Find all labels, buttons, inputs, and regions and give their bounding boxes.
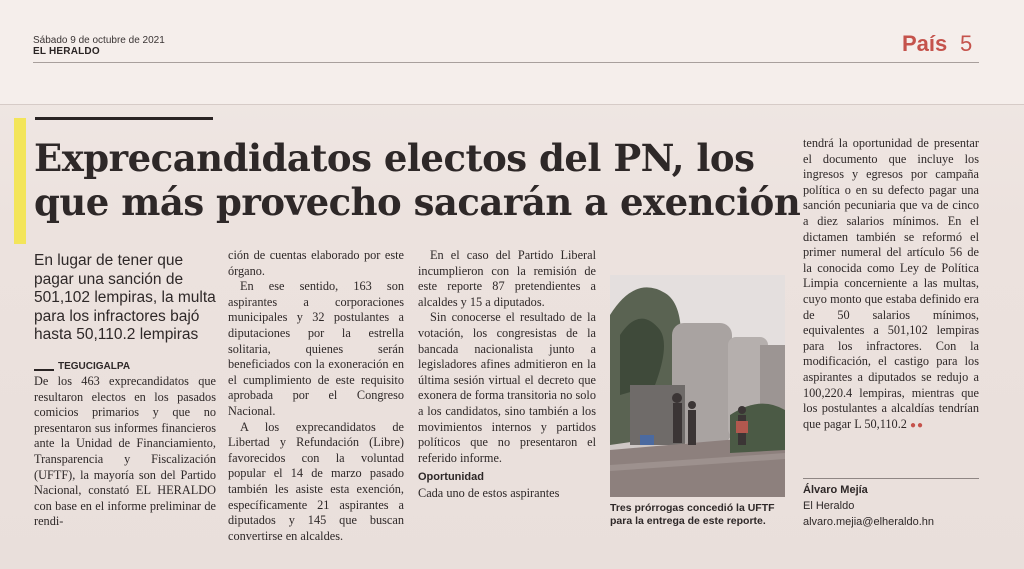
paragraph: [803, 136, 979, 433]
headline-line-1: Exprecandidatos electos del PN, los: [34, 136, 755, 180]
section-name: País: [902, 31, 948, 56]
paragraph: En el caso del Partido Liberal incumplieron con la remisión de este reporte 87 pretendientes a alcaldes y 15 a diputados.: [418, 248, 596, 309]
paragraph: Cada uno de estos aspirantes: [418, 485, 560, 500]
author-organization: El Heraldo: [803, 500, 855, 512]
author-name: Álvaro Mejía: [803, 484, 868, 496]
headline-rule: [35, 117, 213, 120]
headline-line-2: que más provecho sacarán a exención: [34, 180, 801, 224]
column-4: [803, 136, 979, 433]
page-number: 5: [960, 31, 973, 56]
author-email: alvaro.mejia@elheraldo.hn: [803, 516, 935, 528]
column-2: [228, 248, 404, 544]
paragraph: A los exprecandidatos de Libertad y Refundación (Libre) favorecidos con la voluntad popular el 14 de marzo pasado también les asiste esta exención, específicamente 21 aspirantes a diputados y 145 que buscan convertirse en alcaldes.: [228, 419, 404, 543]
marker-highlight: [14, 118, 26, 244]
paragraph: ción de cuentas elaborado por este órgano.: [228, 248, 404, 278]
photo-illustration: [610, 275, 785, 497]
dateline-rule: [34, 369, 54, 371]
photo-caption: Tres prórrogas concedió la UFTF para la entrega de este reporte.: [610, 502, 775, 527]
article-subhead: En lugar de tener que pagar una sanción de 501,102 lempiras, la multa para los infractores bajó hasta 50,110.2 lempiras: [34, 252, 216, 343]
article-headline: [34, 136, 801, 224]
column-1: [34, 374, 216, 530]
newspaper-name: EL HERALDO: [33, 46, 100, 57]
closing-paragraph-text: tendrá la oportunidad de presentar el documento que incluye los ingresos y egresos por campaña política o en su defecto pagar una sanción pecuniaria que va de cinco a diez salarios mínimos. En el dictamen también se reformó el primer numeral del artículo 56 de la conocida como Ley de Política Limpia concerniente a las multas, cuyo monto que estaba definido era de 50 salarios mínimos, equivalentes a 501,102 lempiras para los infractores. Con la modificación, el castigo para los aspirantes a diputados se redujo a 100,220.4 lempiras, mientras que los postulantes a alcaldías tendrían que pagar L 50,110.2: [803, 136, 979, 431]
paragraph: Sin conocerse el resultado de la votación, los congresistas de la bancada nacionalista junto a legisladores afines admitieron en la última sesión virtual el decreto que exonera de forma transitoria no solo a los candidatos, sino también a los movimientos internos y partidos políticos que no presentaron el referido informe.: [418, 310, 596, 465]
section-subtitle: Oportunidad: [418, 471, 484, 484]
page-header: [0, 0, 1024, 105]
article-photo: [610, 275, 785, 497]
paragraph: En ese sentido, 163 son aspirantes a corporaciones municipales y 32 postulantes a diputaciones por la estrella solitaria, quienes serán beneficiados con la exoneración en el cumplimiento de este requisito aprobada por el Congreso Nacional.: [228, 279, 404, 418]
header-rule: [33, 62, 979, 63]
end-mark: ●●: [910, 419, 925, 431]
paragraph: De los 463 exprecandidatos que resultaron electos en los pasados comicios primarios y que no presentaron sus informes financieros ante la Unidad de Financiamiento, Transparencia y Fiscalización (UFTF), la mayoría son del Partido Nacional, constató EL HERALDO con base en el informe preliminar de rendi-: [34, 374, 216, 529]
dateline: TEGUCIGALPA: [58, 361, 131, 372]
issue-date: Sábado 9 de octubre de 2021: [33, 35, 165, 46]
byline-rule: [803, 478, 979, 479]
column-3: [418, 248, 596, 502]
